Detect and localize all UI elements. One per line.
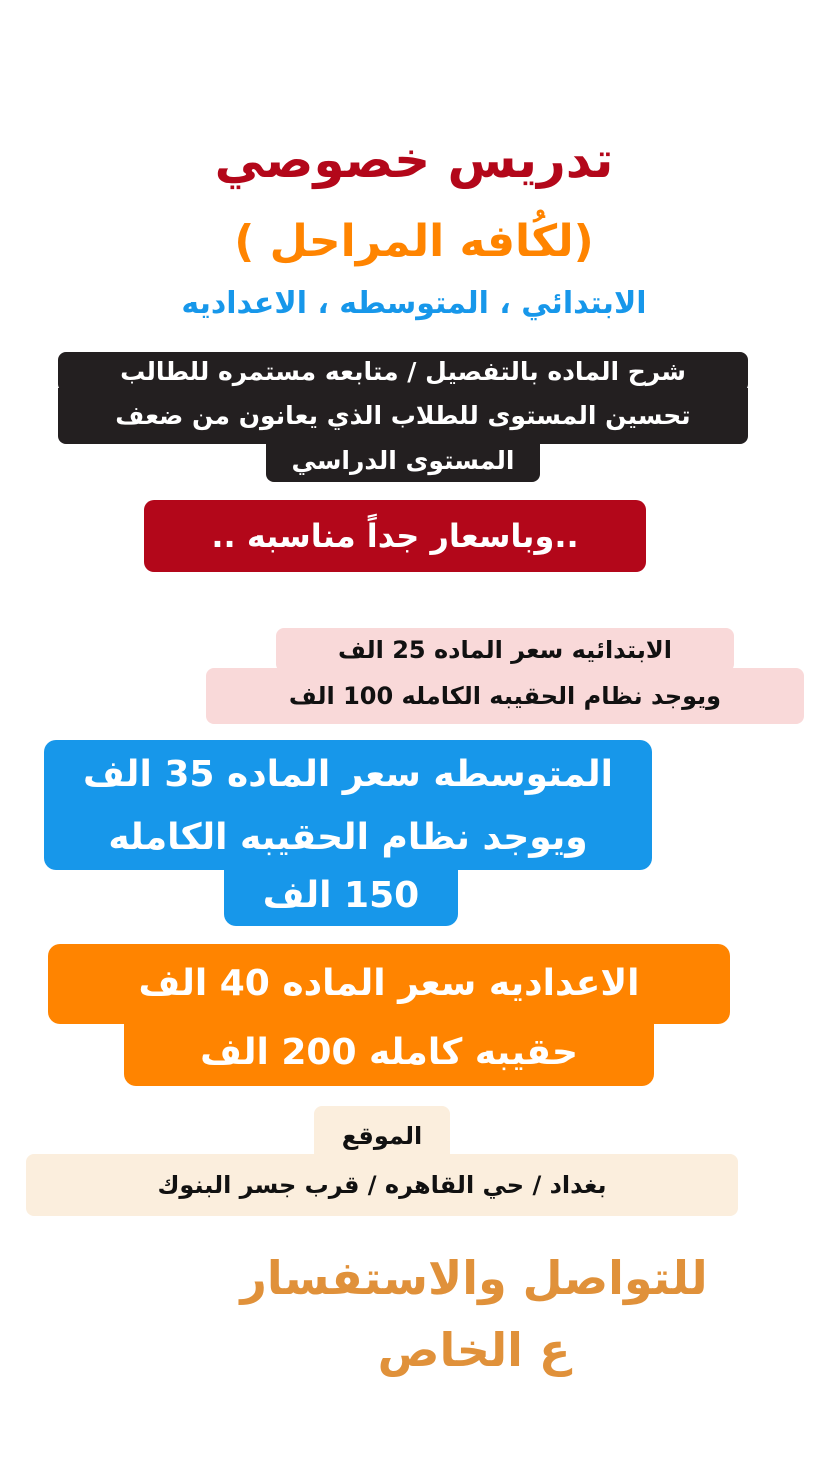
page-title: تدريس خصوصي [214, 131, 614, 189]
stages-text: الابتدائي ، المتوسطه ، الاعداديه [181, 286, 647, 321]
contact-heading: للتواصل والاستفسار [240, 1251, 708, 1305]
contact-private: ع الخاص [377, 1323, 571, 1377]
primary-price-line-1: الابتدائيه سعر الماده 25 الف [276, 628, 734, 672]
intermediate-price-line-2: ويوجد نظام الحقيبه الكامله [44, 806, 652, 870]
intermediate-price-line-3: 150 الف [224, 866, 458, 926]
location-address: بغداد / حي القاهره / قرب جسر البنوك [26, 1154, 738, 1216]
location-label: الموقع [314, 1106, 450, 1158]
secondary-price-line-2: حقيبه كامله 200 الف [124, 1020, 654, 1086]
primary-price-line-2: ويوجد نظام الحقيبه الكامله 100 الف [206, 668, 804, 724]
secondary-price-line-1: الاعداديه سعر الماده 40 الف [48, 944, 730, 1024]
description-line-2: تحسين المستوى للطلاب الذي يعانون من ضعف [58, 388, 748, 444]
intermediate-price-line-1: المتوسطه سعر الماده 35 الف [44, 740, 652, 810]
description-line-1: شرح الماده بالتفصيل / متابعه مستمره للطالب [58, 352, 748, 392]
price-note: ..وباسعار جداً مناسبه .. [144, 500, 646, 572]
page-subtitle: (لكُافه المراحل ) [234, 216, 594, 267]
description-line-3: المستوى الدراسي [266, 440, 540, 482]
